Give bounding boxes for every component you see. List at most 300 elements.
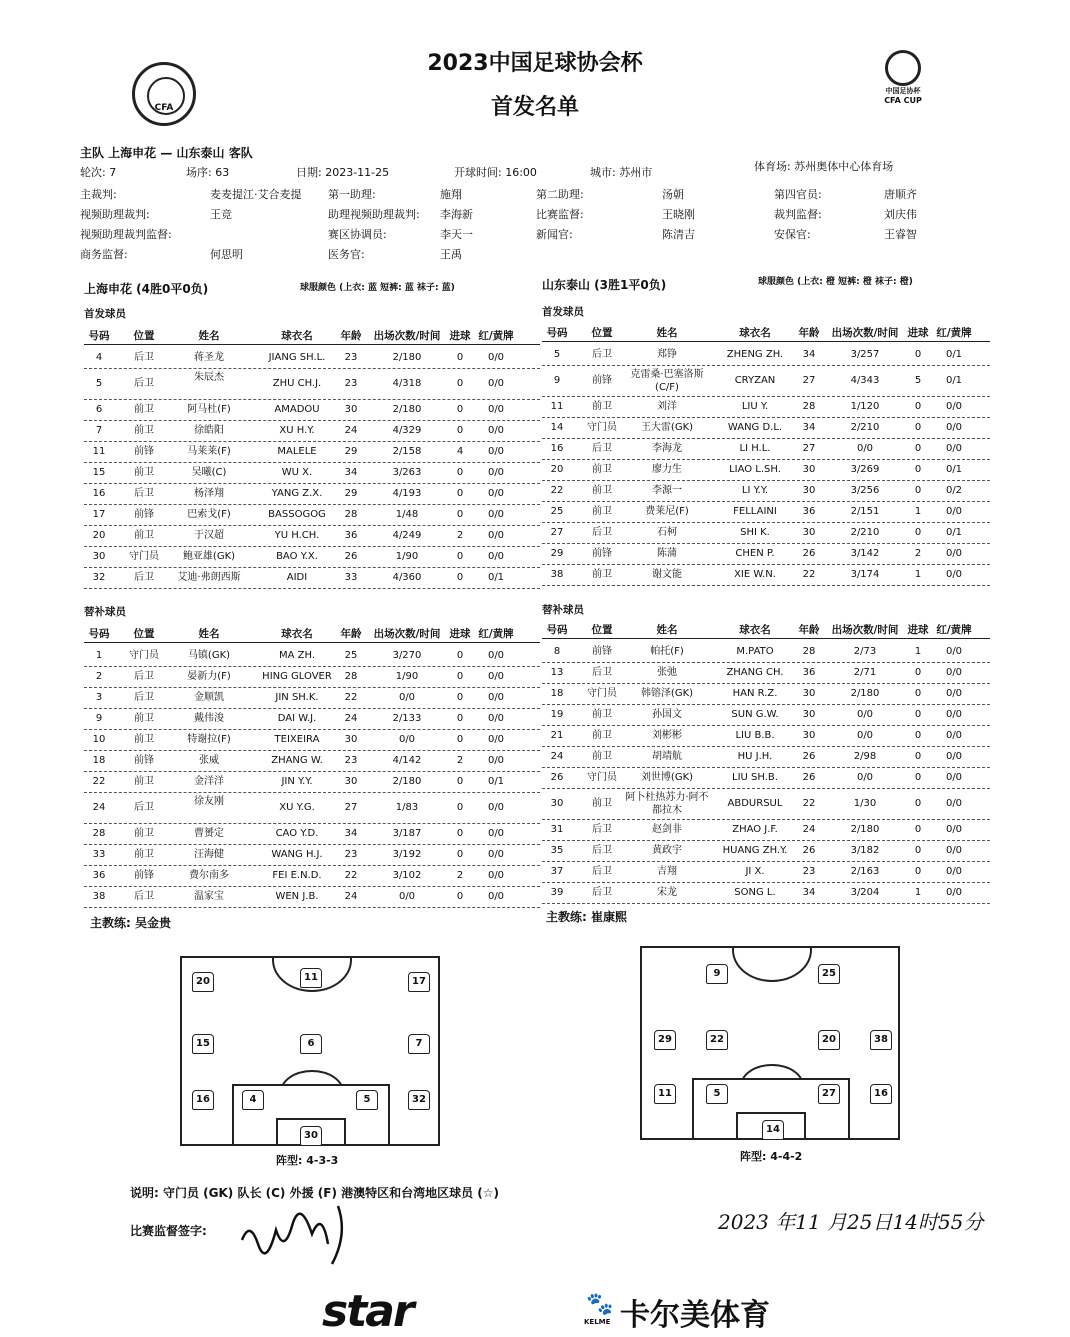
table-cell: 4/329: [392, 425, 422, 436]
table-cell: 0/0: [487, 891, 505, 902]
table-cell: 巴索戈(F): [187, 509, 231, 520]
column-header: 出场次数/时间: [831, 327, 899, 339]
table-cell: 汪海健: [194, 849, 224, 860]
kelme-sponsor-name: 卡尔美体育: [620, 1298, 770, 1333]
column-header: 号码: [546, 624, 568, 636]
table-cell: 0/1: [945, 464, 963, 475]
table-cell: 费莱尼(F): [645, 506, 689, 517]
table-cell: 23: [344, 378, 358, 389]
table-row: [84, 667, 540, 688]
table-cell: 0/0: [945, 688, 963, 699]
player-shirt-icon: 30: [300, 1126, 322, 1146]
table-row: [84, 400, 540, 421]
table-cell: 0/0: [945, 548, 963, 559]
table-cell: 0: [456, 849, 464, 860]
column-header: 进球: [449, 628, 471, 640]
official-label: 第二助理:: [536, 188, 584, 201]
table-cell: 0: [914, 485, 922, 496]
table-cell: 0: [914, 464, 922, 475]
table-row: [542, 820, 990, 841]
table-cell: 9: [553, 375, 561, 386]
kickoff-time: 开球时间: 16:00: [454, 166, 537, 179]
table-cell: BASSOGOG: [268, 509, 326, 520]
official-value: 麦麦提江·艾合麦提: [210, 188, 302, 201]
table-cell: 17: [92, 509, 106, 520]
table-cell: 24: [344, 713, 358, 724]
table-cell: 0/0: [487, 802, 505, 813]
column-header: 球衣名: [281, 628, 313, 640]
table-cell: 27: [344, 802, 358, 813]
table-cell: 10: [92, 734, 106, 745]
away-kit-colors: 球服颜色 (上衣: 橙 短裤: 橙 袜子: 橙): [758, 277, 913, 287]
kelme-paw-icon: 🐾: [586, 1292, 614, 1317]
home-kit-colors: 球服颜色 (上衣: 蓝 短裤: 蓝 袜子: 蓝): [300, 283, 455, 293]
official-value: 王禹: [440, 248, 462, 261]
player-shirt-icon: 16: [192, 1090, 214, 1110]
table-cell: 2/163: [850, 866, 880, 877]
table-cell: 28: [802, 401, 816, 412]
table-cell: 2: [95, 671, 103, 682]
table-cell: 前卫: [592, 401, 612, 412]
table-cell: 26: [802, 548, 816, 559]
table-cell: 后卫: [592, 667, 612, 678]
table-cell: 2/180: [392, 352, 422, 363]
table-cell: 0/0: [945, 866, 963, 877]
table-cell: 0/0: [487, 378, 505, 389]
table-cell: ZHENG ZH.: [726, 349, 784, 360]
table-cell: 0: [456, 488, 464, 499]
table-cell: 19: [550, 709, 564, 720]
player-shirt-icon: 5: [706, 1084, 728, 1104]
table-cell: 1/30: [853, 798, 877, 809]
table-cell: 0: [914, 866, 922, 877]
table-row: [542, 726, 990, 747]
table-cell: ZHAO J.F.: [732, 824, 778, 835]
table-cell: 14: [550, 422, 564, 433]
away-subs-label: 替补球员: [542, 604, 584, 616]
table-cell: 31: [550, 824, 564, 835]
column-header: 进球: [907, 624, 929, 636]
table-cell: 20: [550, 464, 564, 475]
column-header: 红/黄牌: [478, 628, 514, 640]
table-cell: 0: [456, 671, 464, 682]
table-cell: 3: [95, 692, 103, 703]
table-cell: 2/180: [392, 776, 422, 787]
table-cell: 3/174: [850, 569, 880, 580]
column-header: 红/黄牌: [936, 327, 972, 339]
table-cell: 4/193: [392, 488, 422, 499]
table-cell: 28: [344, 671, 358, 682]
table-cell: 3/204: [850, 887, 880, 898]
table-row: [84, 772, 540, 793]
table-cell: 30: [802, 688, 816, 699]
table-row: [542, 397, 990, 418]
table-cell: 郑铮: [657, 349, 677, 360]
table-cell: 22: [550, 485, 564, 496]
column-header: 号码: [88, 330, 110, 342]
table-cell: 1: [914, 887, 922, 898]
table-cell: 0: [456, 551, 464, 562]
table-cell: WU X.: [281, 467, 313, 478]
table-cell: 守门员: [587, 772, 617, 783]
table-cell: 前锋: [592, 548, 612, 559]
official-value: 刘庆伟: [884, 208, 917, 221]
table-cell: 刘洋: [657, 401, 677, 412]
table-cell: 徐友刚: [194, 796, 224, 807]
table-row: [84, 369, 540, 400]
table-cell: 陈蒲: [657, 548, 677, 559]
official-value: 李天一: [440, 228, 473, 241]
table-cell: YANG Z.X.: [271, 488, 323, 499]
table-cell: WANG H.J.: [271, 849, 323, 860]
player-shirt-icon: 20: [818, 1030, 840, 1050]
official-value: 何思明: [210, 248, 243, 261]
table-cell: 28: [92, 828, 106, 839]
table-cell: 0: [914, 349, 922, 360]
table-cell: 曹赟定: [194, 828, 224, 839]
table-cell: 1/120: [850, 401, 880, 412]
table-cell: 后卫: [134, 352, 154, 363]
table-cell: 0/0: [945, 401, 963, 412]
table-cell: 0/0: [945, 443, 963, 454]
city: 城市: 苏州市: [590, 166, 653, 179]
table-cell: 28: [802, 646, 816, 657]
column-header: 进球: [449, 330, 471, 342]
table-row: [84, 793, 540, 824]
table-cell: HING GLOVER: [262, 671, 332, 682]
table-row: [84, 751, 540, 772]
official-label: 赛区协调员:: [328, 228, 387, 241]
table-cell: 0/0: [487, 671, 505, 682]
table-cell: 1: [914, 569, 922, 580]
table-cell: 2/98: [853, 751, 877, 762]
table-cell: 34: [344, 467, 358, 478]
table-cell: 谢文能: [652, 569, 682, 580]
table-cell: JI X.: [745, 866, 765, 877]
table-cell: 3/102: [392, 870, 422, 881]
table-cell: 宋龙: [657, 887, 677, 898]
table-cell: 前卫: [592, 464, 612, 475]
table-cell: 0: [456, 802, 464, 813]
table-cell: 22: [344, 870, 358, 881]
table-cell: 0/0: [487, 755, 505, 766]
column-header: 位置: [591, 327, 613, 339]
table-cell: 2/180: [850, 824, 880, 835]
home-starters-header: [84, 328, 540, 345]
official-value: 王竞: [210, 208, 232, 221]
column-header: 出场次数/时间: [831, 624, 899, 636]
table-cell: 23: [344, 755, 358, 766]
player-shirt-icon: 9: [706, 964, 728, 984]
table-cell: 0: [914, 688, 922, 699]
table-cell: 0/1: [945, 375, 963, 386]
official-value: 施翔: [440, 188, 462, 201]
table-row: [84, 547, 540, 568]
table-cell: 0/0: [487, 849, 505, 860]
away-pitch: [640, 946, 900, 1140]
table-cell: 0: [914, 798, 922, 809]
away-starters-label: 首发球员: [542, 306, 584, 318]
table-cell: 0: [914, 730, 922, 741]
table-cell: 0: [456, 378, 464, 389]
table-cell: 0/0: [945, 709, 963, 720]
table-cell: SHI K.: [740, 527, 770, 538]
table-cell: 6: [95, 404, 103, 415]
column-header: 姓名: [198, 330, 220, 342]
table-cell: 0/0: [487, 551, 505, 562]
table-cell: JIN Y.Y.: [281, 776, 313, 787]
column-header: 出场次数/时间: [373, 330, 441, 342]
official-value: 唐顺齐: [884, 188, 917, 201]
table-cell: 0: [914, 527, 922, 538]
official-label: 视频助理裁判:: [80, 208, 150, 221]
player-shirt-icon: 29: [654, 1030, 676, 1050]
table-cell: 0: [914, 401, 922, 412]
table-row: [84, 730, 540, 751]
table-row: [542, 684, 990, 705]
column-header: 球衣名: [739, 624, 771, 636]
table-row: [542, 705, 990, 726]
table-cell: 蒋圣龙: [194, 352, 224, 363]
table-cell: 阿马杜(F): [187, 404, 231, 415]
table-cell: 孙国文: [652, 709, 682, 720]
table-row: [542, 418, 990, 439]
table-cell: 22: [802, 569, 816, 580]
table-cell: 1: [95, 650, 103, 661]
table-cell: 38: [92, 891, 106, 902]
table-cell: 前卫: [592, 709, 612, 720]
table-cell: LIU SH.B.: [732, 772, 778, 783]
table-cell: 23: [344, 352, 358, 363]
table-cell: FELLAINI: [733, 506, 777, 517]
table-cell: 鲍亚雄(GK): [182, 551, 236, 562]
table-cell: 前卫: [134, 776, 154, 787]
home-coach: 主教练: 吴金贵: [90, 916, 171, 930]
table-row: [84, 845, 540, 866]
table-cell: 20: [92, 530, 106, 541]
table-cell: 0/0: [945, 845, 963, 856]
table-row: [542, 862, 990, 883]
away-starters-header: [542, 325, 990, 342]
table-cell: ABDURSUL: [727, 798, 783, 809]
table-cell: 0/0: [945, 422, 963, 433]
table-cell: DAI W.J.: [277, 713, 317, 724]
table-cell: 0: [914, 443, 922, 454]
table-cell: 4: [456, 446, 464, 457]
player-shirt-icon: 14: [762, 1120, 784, 1140]
table-cell: 0: [914, 422, 922, 433]
signed-time: 2023 年11 月25日14时55分: [718, 1210, 984, 1234]
kelme-sub-label: KELME: [584, 1318, 611, 1326]
table-row: [84, 709, 540, 730]
table-cell: 0: [456, 692, 464, 703]
table-cell: LIU B.B.: [735, 730, 775, 741]
table-cell: 3/263: [392, 467, 422, 478]
table-cell: 0/0: [487, 446, 505, 457]
table-row: [84, 824, 540, 845]
table-cell: 1/90: [395, 551, 419, 562]
table-cell: 后卫: [134, 891, 154, 902]
table-cell: 0/0: [856, 443, 874, 454]
table-cell: 33: [92, 849, 106, 860]
table-cell: 34: [802, 422, 816, 433]
table-cell: 0/0: [487, 870, 505, 881]
home-pitch: [180, 956, 440, 1146]
home-formation: 阵型: 4-3-3: [276, 1154, 339, 1167]
table-cell: 25: [344, 650, 358, 661]
table-cell: 守门员: [587, 688, 617, 699]
table-cell: 0/0: [945, 887, 963, 898]
table-cell: SONG L.: [734, 887, 776, 898]
table-cell: 0: [914, 772, 922, 783]
table-cell: 16: [550, 443, 564, 454]
table-cell: 0: [456, 713, 464, 724]
table-cell: 4/142: [392, 755, 422, 766]
page-title: 2023中国足球协会杯: [427, 51, 643, 76]
table-cell: SUN G.W.: [731, 709, 779, 720]
table-cell: 35: [550, 845, 564, 856]
table-cell: LIAO L.SH.: [729, 464, 781, 475]
column-header: 位置: [133, 330, 155, 342]
official-label: 第四官员:: [774, 188, 822, 201]
table-cell: 0/0: [945, 667, 963, 678]
table-cell: 0/0: [487, 828, 505, 839]
table-cell: 0: [456, 734, 464, 745]
table-cell: 1/48: [395, 509, 419, 520]
table-row: [84, 421, 540, 442]
table-cell: 前锋: [134, 509, 154, 520]
table-cell: 23: [802, 866, 816, 877]
table-cell: 0/0: [945, 798, 963, 809]
table-cell: 22: [802, 798, 816, 809]
table-cell: 7: [95, 425, 103, 436]
table-cell: 0/0: [487, 425, 505, 436]
table-cell: 前卫: [134, 849, 154, 860]
away-formation: 阵型: 4-4-2: [740, 1150, 803, 1163]
official-label: 裁判监督:: [774, 208, 822, 221]
column-header: 球衣名: [281, 330, 313, 342]
table-row: [542, 460, 990, 481]
table-cell: 32: [92, 572, 106, 583]
table-cell: JIANG SH.L.: [268, 352, 326, 363]
table-cell: 后卫: [134, 692, 154, 703]
table-cell: 晏新力(F): [187, 671, 231, 682]
table-cell: 马镇(GK): [187, 650, 231, 661]
table-cell: 2/180: [392, 404, 422, 415]
away-team-name: 山东泰山 (3胜1平0负): [542, 278, 667, 292]
table-cell: 后卫: [134, 572, 154, 583]
table-cell: 3/182: [850, 845, 880, 856]
table-cell: 27: [802, 375, 816, 386]
table-cell: 朱辰杰: [194, 372, 224, 383]
table-cell: 后卫: [134, 488, 154, 499]
round: 轮次: 7: [80, 166, 117, 179]
table-cell: 后卫: [592, 824, 612, 835]
table-cell: 24: [344, 891, 358, 902]
table-cell: 克雷桑·巴塞洛斯(C/F): [630, 369, 704, 393]
table-row: [84, 526, 540, 547]
table-cell: 8: [553, 646, 561, 657]
table-cell: 5: [95, 378, 103, 389]
table-cell: 王大雷(GK): [640, 422, 694, 433]
table-cell: 30: [344, 776, 358, 787]
table-cell: 30: [92, 551, 106, 562]
table-cell: 0/1: [945, 349, 963, 360]
column-header: 姓名: [656, 624, 678, 636]
table-cell: 0/0: [487, 404, 505, 415]
table-cell: WANG D.L.: [727, 422, 783, 433]
match-date: 日期: 2023-11-25: [296, 166, 390, 179]
away-subs-header: [542, 622, 990, 639]
table-cell: CHEN P.: [735, 548, 775, 559]
table-cell: 38: [550, 569, 564, 580]
table-cell: 11: [92, 446, 106, 457]
table-cell: 0: [456, 572, 464, 583]
table-cell: 特谢拉(F): [187, 734, 231, 745]
table-cell: 0/0: [945, 824, 963, 835]
table-cell: 34: [802, 349, 816, 360]
teams-line: 主队 上海申花 — 山东泰山 客队: [80, 146, 253, 160]
table-row: [84, 505, 540, 526]
legend-note: 说明: 守门员 (GK) 队长 (C) 外援 (F) 港澳特区和台湾地区球员 (☆): [130, 1186, 500, 1200]
official-label: 助理视频助理裁判:: [328, 208, 420, 221]
table-cell: 2/133: [392, 713, 422, 724]
table-row: [542, 544, 990, 565]
table-cell: 帕托(F): [650, 646, 684, 657]
table-cell: 2/151: [850, 506, 880, 517]
table-cell: 2: [456, 755, 464, 766]
player-shirt-icon: 32: [408, 1090, 430, 1110]
player-shirt-icon: 11: [300, 968, 322, 988]
table-cell: 1: [914, 646, 922, 657]
table-cell: 0: [914, 845, 922, 856]
table-cell: TEIXEIRA: [274, 734, 320, 745]
column-header: 位置: [133, 628, 155, 640]
table-cell: 24: [344, 425, 358, 436]
table-cell: 2: [914, 548, 922, 559]
table-cell: 29: [344, 446, 358, 457]
table-cell: 15: [92, 467, 106, 478]
table-cell: 24: [802, 824, 816, 835]
table-cell: 0: [914, 709, 922, 720]
official-label: 主裁判:: [80, 188, 117, 201]
table-cell: 0/0: [945, 730, 963, 741]
table-cell: 前锋: [134, 755, 154, 766]
table-cell: MA ZH.: [278, 650, 316, 661]
table-cell: 0/0: [856, 772, 874, 783]
table-cell: 后卫: [592, 527, 612, 538]
table-cell: 守门员: [129, 650, 159, 661]
table-cell: 前卫: [134, 467, 154, 478]
table-cell: 廖力生: [652, 464, 682, 475]
page-subtitle: 首发名单: [490, 95, 579, 120]
table-cell: 4/249: [392, 530, 422, 541]
column-header: 球衣名: [739, 327, 771, 339]
star-sponsor-logo: star: [322, 1286, 413, 1337]
table-cell: 0/0: [487, 488, 505, 499]
table-cell: 30: [802, 464, 816, 475]
table-cell: 前卫: [592, 506, 612, 517]
table-cell: 费尔南多: [189, 870, 229, 881]
column-header: 姓名: [198, 628, 220, 640]
away-center-arc: [732, 918, 812, 982]
table-cell: 0: [456, 425, 464, 436]
table-cell: 0/0: [945, 569, 963, 580]
table-cell: 2/71: [853, 667, 877, 678]
table-cell: 守门员: [587, 422, 617, 433]
table-cell: 金洋洋: [194, 776, 224, 787]
table-cell: 2/210: [850, 422, 880, 433]
